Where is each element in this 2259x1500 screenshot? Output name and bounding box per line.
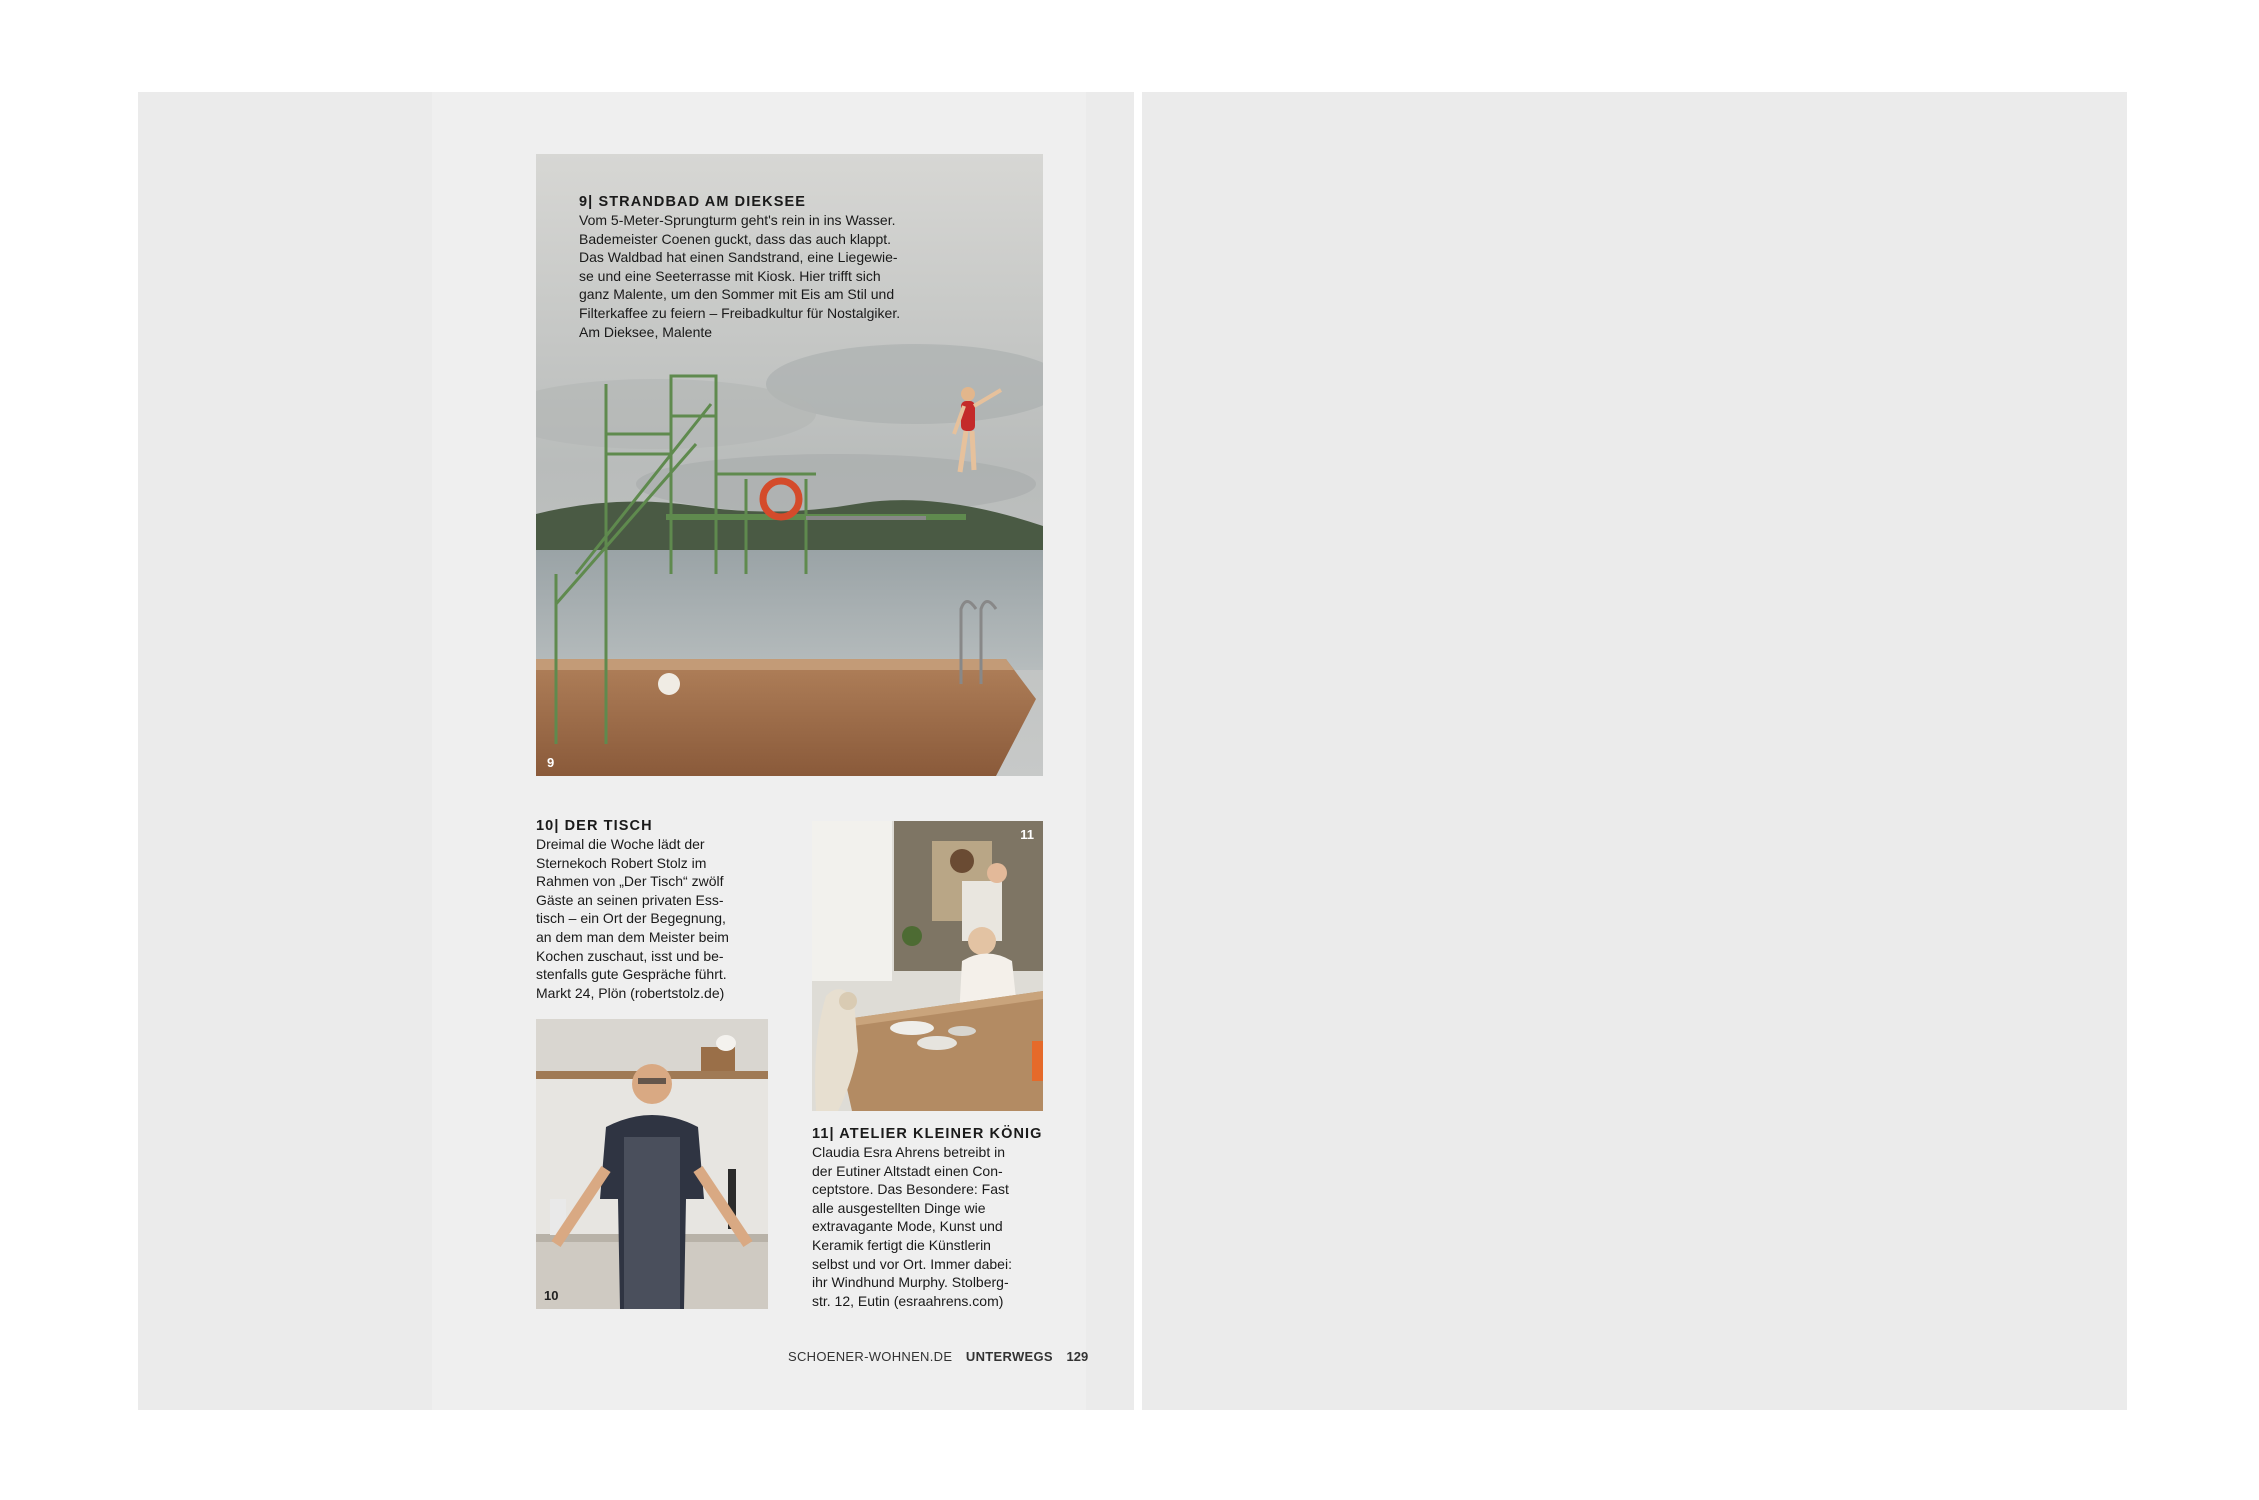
caption-line: Filterkaffee zu feiern – Freibadkultur für Nostalgiker. [579, 304, 901, 321]
caption-line: der Eutiner Altstadt einen Con- [812, 1162, 1003, 1179]
caption-title: 10| DER TISCH [536, 818, 653, 834]
photo-number-10: 10 [544, 1288, 559, 1303]
spread-gutter [1134, 92, 1142, 1410]
caption-line: Bademeister Coenen guckt, dass das auch klappt. [579, 230, 892, 247]
caption-line: Das Waldbad hat einen Sandstrand, eine Liegewie- [579, 249, 898, 266]
caption-title: 9| STRANDBAD AM DIEKSEE [579, 194, 807, 210]
atelier-image [812, 821, 1043, 1111]
caption-body [536, 835, 729, 1002]
caption-line: extravagante Mode, Kunst und [812, 1218, 1003, 1235]
caption-line: ganz Malente, um den Sommer mit Eis am Stil und [579, 286, 895, 303]
caption-line: Rahmen von „Der Tisch“ zwölf [536, 873, 724, 890]
footer-section: UNTERWEGS [965, 1349, 1053, 1364]
caption-line: str. 12, Eutin (esraahrens.com) [812, 1292, 1004, 1309]
caption-strandbad [579, 193, 900, 341]
page-footer [788, 1349, 1088, 1364]
photo-atelier [812, 821, 1043, 1111]
footer-page-number: 129 [1066, 1349, 1089, 1364]
caption-atelier [812, 1125, 1043, 1310]
caption-line: Claudia Esra Ahrens betreibt in [812, 1144, 1005, 1160]
caption-der-tisch [536, 817, 729, 1002]
photo-number-11: 11 [1020, 827, 1034, 842]
caption-line: ihr Windhund Murphy. Stolberg- [812, 1274, 1009, 1291]
caption-line: stenfalls gute Gespräche führt. [536, 966, 727, 983]
caption-line: tisch – ein Ort der Begegnung, [536, 910, 726, 927]
caption-line: selbst und vor Ort. Immer dabei: [812, 1255, 1012, 1272]
right-page [1142, 92, 2127, 1410]
left-page [138, 92, 1134, 1410]
caption-body [812, 1143, 1043, 1310]
caption-line: ceptstore. Das Besondere: Fast [812, 1181, 1009, 1198]
article-panel [432, 92, 1089, 1410]
caption-line: Vom 5-Meter-Sprungturm geht's rein in ins Wasser. [579, 212, 896, 228]
caption-line: Kochen zuschaut, isst und be- [536, 947, 724, 964]
caption-line: se und eine Seeterrasse mit Kiosk. Hier trifft sich [579, 267, 881, 284]
caption-line: alle ausgestellten Dinge wie [812, 1199, 986, 1216]
caption-line: Dreimal die Woche lädt der [536, 836, 705, 852]
caption-line: an dem man dem Meister beim [536, 928, 729, 945]
caption-line: Gäste an seinen privaten Ess- [536, 891, 724, 908]
caption-line: Markt 24, Plön (robertstolz.de) [536, 984, 725, 1001]
footer-site: SCHOENER-WOHNEN.DE [788, 1349, 953, 1364]
caption-line: Sternekoch Robert Stolz im [536, 854, 707, 871]
caption-body [579, 211, 900, 341]
chef-image [536, 1019, 768, 1309]
caption-title: 11| ATELIER KLEINER KÖNIG [812, 1126, 1043, 1142]
photo-chef [536, 1019, 768, 1309]
caption-line: Am Dieksee, Malente [579, 323, 713, 340]
caption-line: Keramik fertigt die Künstlerin [812, 1236, 991, 1253]
photo-number-9: 9 [547, 755, 555, 770]
